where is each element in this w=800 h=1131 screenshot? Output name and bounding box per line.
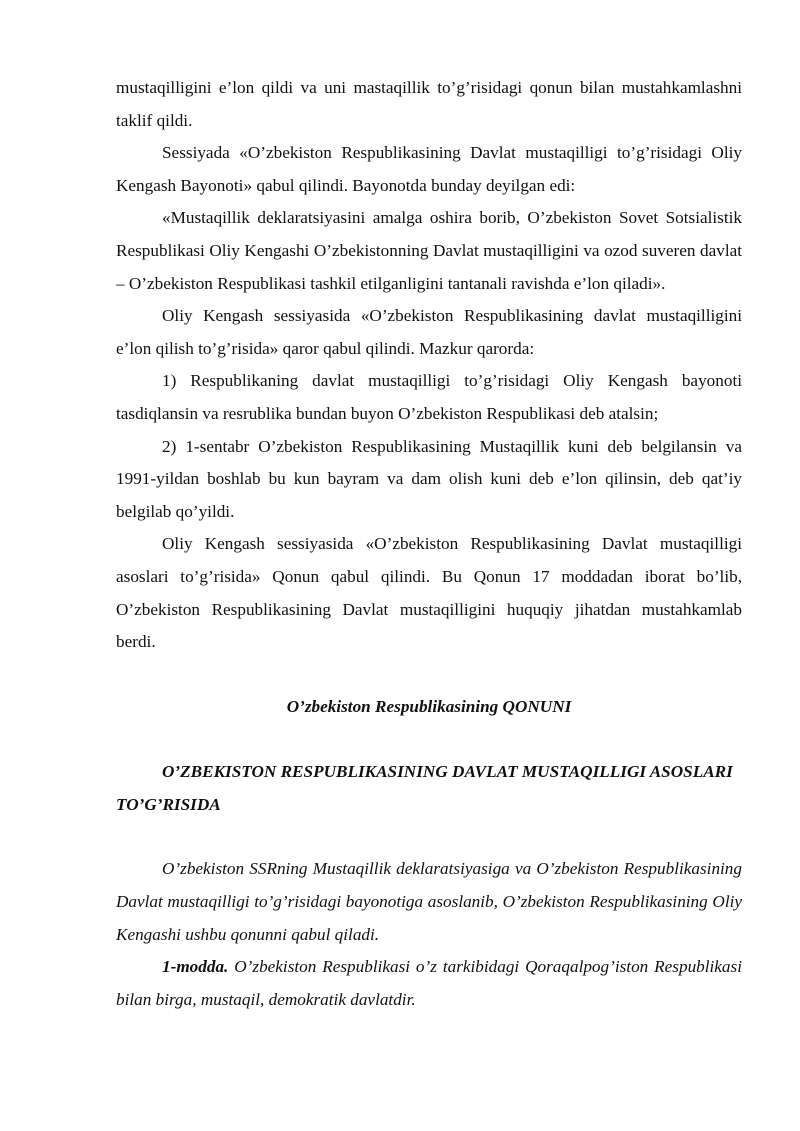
article-1: [116, 951, 742, 1016]
document-page: [116, 72, 742, 1016]
list-item-2: 2) 1-sentabr O’zbekiston Respublikasining Mustaqillik kuni deb belgilansin va 1991-yildan boshlab bu kun bayram va dam olish kuni deb e’lon qilinsin, deb qat’iy belgilab qo’yildi.: [116, 436, 742, 521]
article-1-text: O’zbekiston Respublikasi o’z tarkibidagi Qoraqalpog’iston Respublikasi bilan birga, mustaqil, demokratik davlatdir.: [116, 957, 742, 1009]
paragraph-statement-quote: «Mustaqillik deklaratsiyasini amalga oshira borib, O’zbekiston Sovet Sotsialistik Respublikasi Oliy Kengashi O’zbekistonning Davlat mustaqilligini va ozod suveren davlat – O’zbekiston Respublikasi tashkil etilganligini tantanali ravishda e’lon qiladi».: [116, 208, 742, 293]
article-1-label: 1-modda.: [162, 957, 229, 977]
law-heading: O’zbekiston Respublikasining QONUNI: [286, 696, 572, 716]
law-title: O’ZBEKISTON RESPUBLIKASINING DAVLAT MUSTAQILLIGI ASOSLARI TO’G’RISIDA: [116, 762, 733, 814]
paragraph-continuation: mustaqilligini e’lon qildi va uni mastaqillik to’g’risidagi qonun bilan mustahkamlashni taklif qildi.: [116, 78, 742, 130]
paragraph-law-adopted: Oliy Kengash sessiyasida «O’zbekiston Respublikasining Davlat mustaqilligi asoslari to’g’risida» Qonun qabul qilindi. Bu Qonun 17 moddadan iborat bo’lib, O’zbekiston Respublikasining Davlat mustaqilligini huquqiy jihatdan mustahkamlab berdi.: [116, 534, 742, 652]
list-item-1: 1) Respublikaning davlat mustaqilligi to’g’risidagi Oliy Kengash bayonoti tasdiqlansin va resrublika bundan buyon O’zbekiston Respublikasi deb atalsin;: [116, 371, 742, 423]
paragraph-resolution: Oliy Kengash sessiyasida «O’zbekiston Respublikasining davlat mustaqilligini e’lon qilish to’g’risida» qaror qabul qilindi. Mazkur qarorda:: [116, 306, 742, 358]
law-preamble: O’zbekiston SSRning Mustaqillik deklaratsiyasiga va O’zbekiston Respublikasining Davlat mustaqilligi to’g’risidagi bayonotiga asoslanib, O’zbekiston Respublikasining Oliy Kengashi ushbu qonunni qabul qiladi.: [116, 859, 742, 944]
paragraph-session-statement: Sessiyada «O’zbekiston Respublikasining Davlat mustaqilligi to’g’risidagi Oliy Kengash Bayonoti» qabul qilindi. Bayonotda bunday deyilgan edi:: [116, 143, 742, 195]
